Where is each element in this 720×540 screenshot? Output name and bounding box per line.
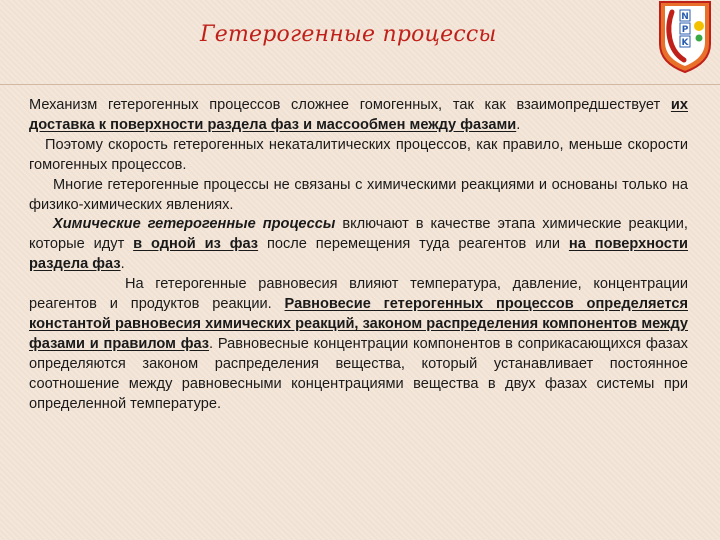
text-run: Многие гетерогенные процессы не связаны с химическими реакциями и основаны только на физико-химических явлениях. (29, 176, 688, 213)
header-divider (0, 84, 720, 85)
text-run: . Равновесные концентрации компонентов в соприкасающихся фазах определяются законом распределения вещества, который устанавливает постоянное соотношение между равновесными концентрациями вещества в двух фазах системы при определенной температуре. (29, 335, 688, 412)
paragraph-chemical (29, 215, 688, 275)
term-chemical-processes: Химические гетерогенные процессы (53, 216, 336, 233)
emphasis-run: Равновесие гетерогенных процессов определяется константой равновесия химических реакций, законом распределения компонентов между фазами и правилом фаз (29, 296, 688, 352)
emblem-letter: K (681, 38, 689, 48)
text-run: . (120, 256, 125, 273)
text-run: . (516, 116, 521, 133)
text-run: после перемещения туда реагентов или (258, 236, 569, 253)
slide-title: Гетерогенные процессы (200, 22, 497, 47)
paragraph-mechanism (29, 96, 688, 136)
emblem-letter: N (681, 12, 689, 22)
paragraph-equilibrium (29, 275, 688, 414)
slide-body (29, 96, 688, 415)
emphasis-run: на поверхности раздела фаз (29, 236, 688, 273)
emphasis-run: их доставка к поверхности раздела фаз и массообмен между фазами (29, 97, 688, 133)
text-run: Механизм гетерогенных процессов сложнее гомогенных, так как взаимопредшествует (29, 97, 671, 113)
paragraph-rate (29, 136, 688, 176)
paragraph-physical (29, 176, 688, 216)
college-emblem-icon (656, 0, 714, 74)
emphasis-run: в одной из фаз (133, 236, 259, 253)
text-run: включают в качестве этапа химические реакции, которые идут (29, 216, 688, 253)
text-run: На гетерогенные равновесия влияют температура, давление, концентрации реагентов и продуктов реакции. (29, 276, 688, 313)
emblem-letter: P (681, 25, 689, 35)
text-run: Поэтому скорость гетерогенных некаталитических процессов, как правило, меньше скорости гомогенных процессов. (29, 136, 688, 173)
